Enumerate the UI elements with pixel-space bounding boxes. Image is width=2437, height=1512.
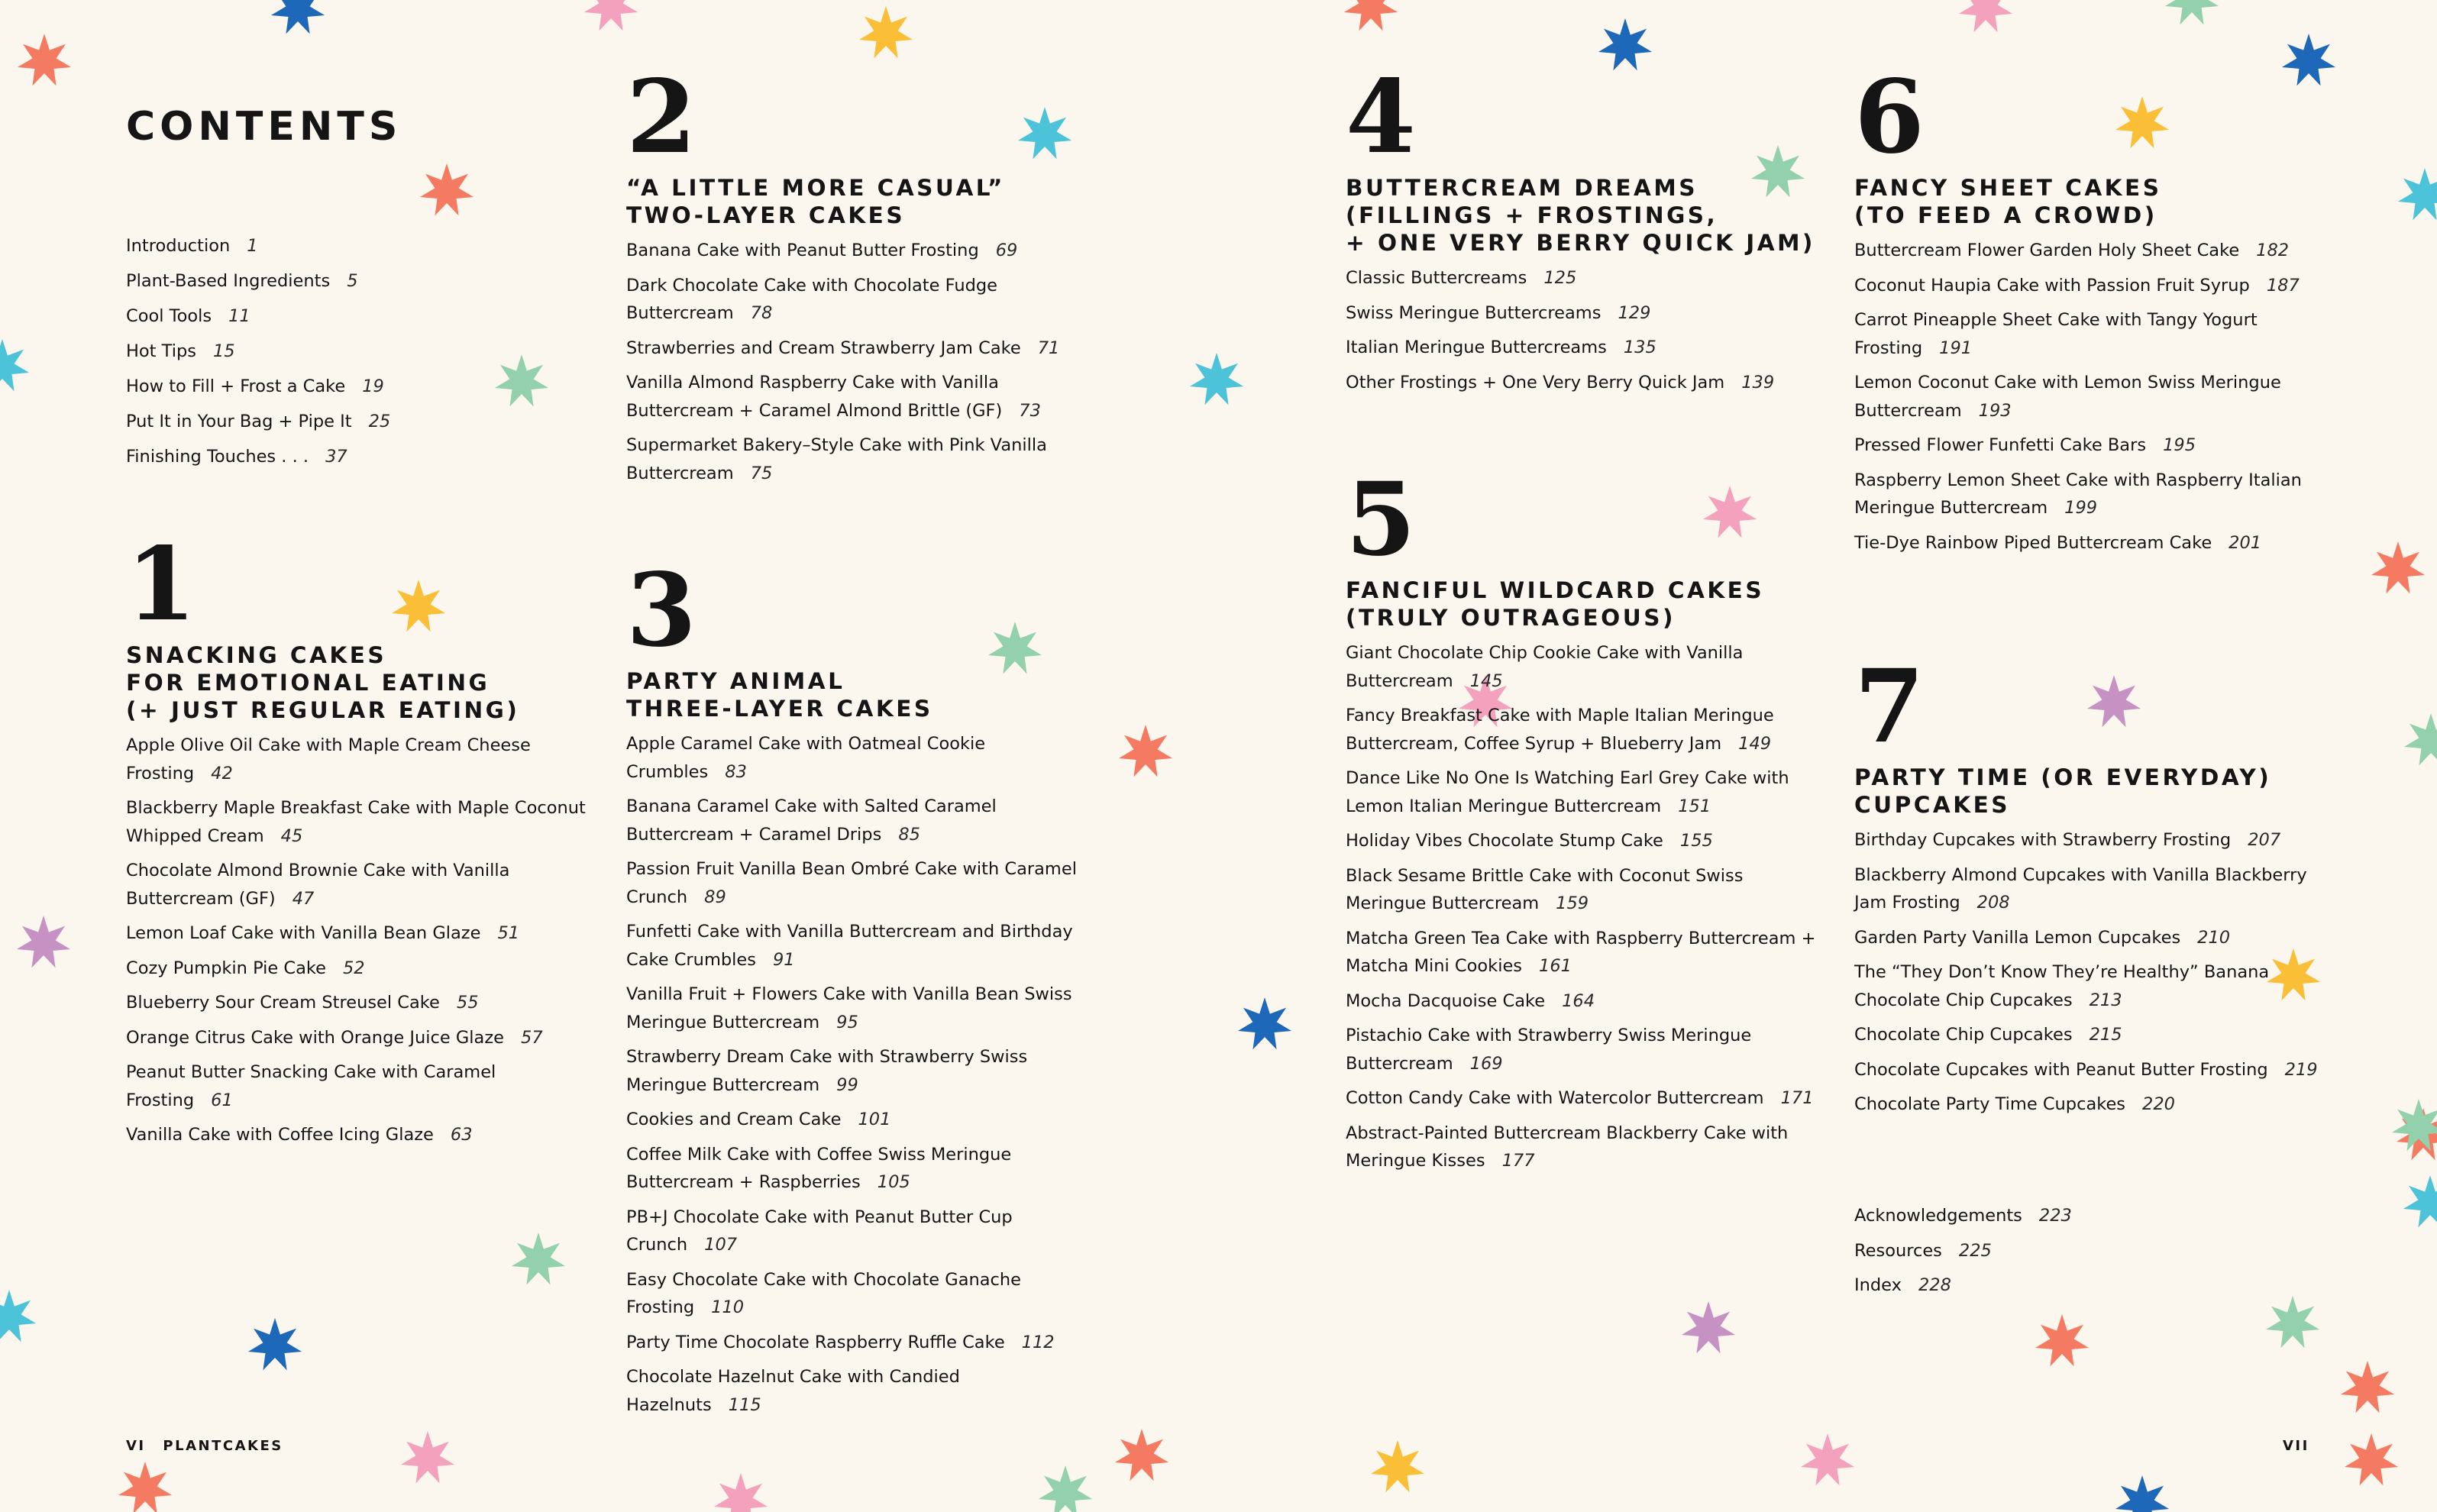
entry-page: 105	[877, 1172, 910, 1192]
toc-entry	[626, 1329, 1100, 1357]
entry-title: Italian Meringue Buttercreams	[1346, 338, 1607, 357]
star-teal	[1190, 353, 1243, 405]
entry-page: 210	[2197, 927, 2231, 948]
entry-title: Cool Tools	[126, 306, 212, 326]
entry-page: 101	[858, 1110, 891, 1129]
toc-entry	[1346, 764, 1819, 820]
entry-page: 151	[1678, 796, 1711, 816]
toc-entry	[1346, 987, 1819, 1016]
entry-page: 208	[1976, 893, 2010, 913]
star-mint	[512, 1233, 565, 1284]
entry-page: 61	[211, 1090, 233, 1110]
entry-page: 63	[450, 1125, 473, 1145]
toc-entry	[1854, 1202, 2328, 1230]
entry-title: Peanut Butter Snacking Cake with Caramel Frosting	[126, 1062, 496, 1110]
entry-title: Banana Caramel Cake with Salted Caramel Buttercream + Caramel Drips	[626, 796, 997, 845]
entry-title: Swiss Meringue Buttercreams	[1346, 302, 1602, 323]
toc-entry	[1346, 369, 1819, 397]
footer-left	[126, 1438, 283, 1454]
star-coral	[1115, 1429, 1168, 1481]
entry-page: 191	[1939, 338, 1973, 358]
chapter-6	[1854, 58, 2328, 564]
entry-page: 182	[2256, 241, 2290, 260]
entry-page: 51	[497, 923, 520, 943]
entry-title: Dark Chocolate Cake with Chocolate Fudge Buttercream	[626, 275, 997, 323]
entry-title: Index	[1854, 1275, 1902, 1295]
entry-title: Cotton Candy Cake with Watercolor Buttercream	[1346, 1088, 1764, 1108]
entry-title: Classic Buttercreams	[1346, 268, 1527, 288]
entry-title: Easy Chocolate Cake with Chocolate Ganache Frosting	[626, 1269, 1022, 1317]
toc-entry	[126, 919, 592, 948]
entry-title: Pressed Flower Funfetti Cake Bars	[1854, 435, 2147, 455]
star-pink	[584, 0, 638, 31]
entry-page: 164	[1562, 990, 1595, 1011]
toc-entry	[1854, 1021, 2328, 1049]
entry-page: 220	[2142, 1094, 2175, 1114]
toc-entry	[126, 732, 592, 787]
toc-entry	[1854, 369, 2328, 425]
entry-title: Coffee Milk Cake with Coffee Swiss Meringue Buttercream + Raspberries	[626, 1144, 1012, 1192]
star-teal	[0, 339, 29, 391]
entry-page: 207	[2248, 830, 2281, 850]
entry-page: 19	[362, 376, 384, 396]
chapter-title: “A LITTLE MORE CASUAL” TWO-LAYER CAKES	[626, 175, 1005, 228]
entry-page: 78	[750, 303, 773, 323]
entry-title: Abstract-Painted Buttercream Blackberry Cake with Meringue Kisses	[1346, 1123, 1789, 1171]
entry-page: 199	[2064, 498, 2098, 518]
entry-title: Cookies and Cream Cake	[626, 1110, 842, 1129]
entry-title: Blueberry Sour Cream Streusel Cake	[126, 993, 440, 1013]
entry-title: Apple Olive Oil Cake with Maple Cream Cheese Frosting	[126, 735, 531, 783]
toc-entry	[1854, 306, 2328, 362]
entry-page: 228	[1918, 1275, 1951, 1295]
chapter-number: 3	[626, 551, 697, 670]
entry-title: Supermarket Bakery–Style Cake with Pink Vanilla Buttercream	[626, 435, 1047, 483]
entry-page: 99	[836, 1074, 858, 1095]
entry-page: 85	[898, 824, 920, 845]
toc-entry	[126, 267, 584, 296]
entry-title: Blackberry Maple Breakfast Cake with Maple Coconut Whipped Cream	[126, 798, 586, 846]
entry-page: 112	[1021, 1332, 1055, 1352]
entry-page: 45	[280, 825, 303, 846]
chapter-title: FANCY SHEET CAKES (TO FEED A CROWD)	[1854, 175, 2162, 228]
entry-title: Chocolate Cupcakes with Peanut Butter Frosting	[1854, 1059, 2268, 1080]
entry-title: Lemon Loaf Cake with Vanilla Bean Glaze	[126, 923, 481, 943]
chapter-number: 4	[1346, 58, 1416, 176]
toc-entry	[1854, 1056, 2328, 1084]
entry-title: Chocolate Hazelnut Cake with Candied Hazelnuts	[626, 1367, 960, 1415]
chapter-title: FANCIFUL WILDCARD CAKES (TRULY OUTRAGEOUS)	[1346, 577, 1765, 631]
entry-page: 91	[772, 949, 795, 970]
star-coral	[1344, 0, 1398, 31]
toc-entry	[1854, 272, 2328, 300]
entry-title: Pistachio Cake with Strawberry Swiss Meringue Buttercream	[1346, 1026, 1752, 1074]
toc-entry	[626, 730, 1100, 786]
toc-entry	[126, 1024, 592, 1052]
star-orchid	[17, 916, 70, 968]
star-coral	[118, 1462, 172, 1512]
star-orchid	[1682, 1301, 1735, 1353]
entry-title: Raspberry Lemon Sheet Cake with Raspberry Italian Meringue Buttercream	[1854, 470, 2302, 518]
entry-title: Lemon Coconut Cake with Lemon Swiss Meringue Buttercream	[1854, 373, 2281, 421]
entry-title: Other Frostings + One Very Berry Quick Jam	[1346, 372, 1725, 393]
toc-entry	[626, 855, 1100, 911]
toc-entry	[626, 793, 1100, 848]
toc-entry	[626, 1141, 1100, 1197]
entry-page: 155	[1679, 831, 1713, 851]
entry-page: 1	[247, 236, 258, 256]
entry-page: 169	[1469, 1053, 1503, 1074]
star-coral	[1119, 725, 1172, 777]
entry-page: 95	[836, 1012, 858, 1032]
entry-title: Matcha Green Tea Cake with Raspberry Buttercream + Matcha Mini Cookies	[1346, 928, 1816, 976]
entry-title: Party Time Chocolate Raspberry Ruffle Cake	[626, 1332, 1005, 1352]
entry-page: 75	[750, 463, 773, 483]
entry-page: 177	[1501, 1151, 1535, 1171]
toc-entry	[126, 302, 584, 331]
star-yellow	[1371, 1440, 1424, 1492]
entry-page: 69	[995, 241, 1018, 260]
left-folio: VI	[126, 1438, 146, 1454]
star-teal	[2398, 168, 2437, 220]
star-mint	[1039, 1465, 1092, 1512]
entry-page: 11	[228, 306, 250, 326]
entry-page: 135	[1623, 338, 1656, 357]
entry-page: 5	[347, 271, 358, 291]
chapter-3	[626, 551, 1100, 1426]
chapter-title: PARTY ANIMAL THREE-LAYER CAKES	[626, 668, 933, 722]
toc-entry	[626, 918, 1100, 974]
toc-entry	[1346, 334, 1819, 362]
entry-page: 110	[711, 1297, 745, 1317]
entry-title: Fancy Breakfast Cake with Maple Italian Meringue Buttercream, Coffee Syrup + Blueberry Jam	[1346, 706, 1774, 754]
entry-page: 213	[2089, 990, 2122, 1010]
entry-title: Tie-Dye Rainbow Piped Buttercream Cake	[1854, 532, 2212, 553]
entry-page: 219	[2284, 1059, 2318, 1080]
page-title: CONTENTS	[126, 104, 402, 150]
chapter-number: 5	[1346, 460, 1416, 579]
toc-entry	[1346, 702, 1819, 758]
star-blue	[248, 1318, 302, 1370]
chapter-title: SNACKING CAKES FOR EMOTIONAL EATING (+ JUST REGULAR EATING)	[126, 642, 520, 723]
toc-entry	[626, 237, 1100, 265]
star-teal	[2403, 1175, 2437, 1227]
toc-entry	[1854, 237, 2328, 265]
toc-entry	[1346, 925, 1819, 981]
star-coral	[2345, 1433, 2398, 1485]
entry-page: 195	[2163, 435, 2196, 455]
toc-entry	[1346, 1084, 1819, 1113]
toc-entry	[1346, 1119, 1819, 1175]
entry-title: The “They Don’t Know They’re Healthy” Banana Chocolate Chip Cupcakes	[1854, 962, 2270, 1010]
toc-entry	[626, 1266, 1100, 1322]
star-blue	[2115, 1475, 2169, 1512]
entry-title: Chocolate Chip Cupcakes	[1854, 1025, 2073, 1045]
entry-page: 149	[1738, 733, 1772, 754]
chapter-number: 1	[126, 525, 196, 644]
entry-title: Garden Party Vanilla Lemon Cupcakes	[1854, 927, 2181, 948]
star-blue	[1238, 997, 1291, 1049]
entry-title: Strawberry Dream Cake with Strawberry Swiss Meringue Buttercream	[626, 1047, 1028, 1095]
toc-entry	[1854, 958, 2328, 1014]
entry-title: Black Sesame Brittle Cake with Coconut Swiss Meringue Buttercream	[1346, 865, 1744, 913]
column-1	[126, 104, 584, 478]
entry-page: 37	[325, 447, 347, 467]
entry-page: 25	[368, 412, 391, 431]
star-pink	[1959, 0, 2012, 32]
toc-entry	[626, 1043, 1100, 1099]
entry-page: 145	[1469, 670, 1503, 691]
toc-entry	[1854, 1090, 2328, 1119]
star-pink	[401, 1431, 454, 1483]
entry-page: 42	[211, 763, 233, 783]
entry-title: Vanilla Almond Raspberry Cake with Vanilla Buttercream + Caramel Almond Brittle (GF)	[626, 373, 1003, 421]
entry-title: Birthday Cupcakes with Strawberry Frosting	[1854, 830, 2232, 850]
chapter-title: PARTY TIME (OR EVERYDAY) CUPCAKES	[1854, 764, 2272, 818]
toc-entry	[1346, 299, 1819, 328]
entry-page: 171	[1780, 1088, 1814, 1108]
toc-entry	[126, 794, 592, 850]
toc-entry	[1346, 1022, 1819, 1077]
entry-title: Blackberry Almond Cupcakes with Vanilla Blackberry Jam Frosting	[1854, 864, 2307, 913]
entry-title: Buttercream Flower Garden Holy Sheet Cake	[1854, 241, 2240, 260]
entry-title: Cozy Pumpkin Pie Cake	[126, 958, 326, 978]
entry-title: Vanilla Cake with Coffee Icing Glaze	[126, 1125, 434, 1145]
entry-page: 159	[1556, 893, 1589, 913]
entry-title: Passion Fruit Vanilla Bean Ombré Cake with Caramel Crunch	[626, 859, 1077, 907]
star-teal	[0, 1290, 36, 1342]
chapter-title: BUTTERCREAM DREAMS (FILLINGS + FROSTINGS, + ONE VERY BERRY QUICK JAM)	[1346, 175, 1815, 256]
star-mint	[2404, 713, 2437, 765]
toc-entry	[1854, 861, 2328, 917]
entry-page: 161	[1539, 956, 1572, 976]
entry-page: 89	[704, 887, 726, 907]
entry-page: 71	[1037, 338, 1060, 358]
toc-entry	[1854, 467, 2328, 522]
chapter-4	[1346, 58, 1819, 403]
entry-page: 52	[342, 958, 365, 978]
chapter-number: 2	[626, 58, 697, 176]
entry-title: Put It in Your Bag + Pipe It	[126, 412, 352, 431]
entry-page: 107	[704, 1235, 738, 1255]
toc-entry	[1854, 924, 2328, 952]
entry-title: Resources	[1854, 1240, 1942, 1261]
toc-entry	[126, 338, 584, 366]
entry-title: Holiday Vibes Chocolate Stump Cake	[1346, 831, 1663, 851]
entry-page: 129	[1618, 302, 1651, 323]
entry-title: Giant Chocolate Chip Cookie Cake with Vanilla Buttercream	[1346, 643, 1744, 691]
entry-title: Coconut Haupia Cake with Passion Fruit Syrup	[1854, 275, 2250, 296]
toc-entry	[126, 989, 592, 1017]
star-coral	[2035, 1314, 2089, 1366]
entry-title: How to Fill + Frost a Cake	[126, 376, 346, 396]
entry-title: Chocolate Party Time Cupcakes	[1854, 1094, 2126, 1114]
toc-entry	[126, 232, 584, 260]
chapter-1	[126, 525, 592, 1156]
toc-entry	[1346, 827, 1819, 855]
toc-entry	[1346, 264, 1819, 292]
toc-entry	[626, 272, 1100, 328]
toc-entry	[1854, 826, 2328, 855]
toc-entry	[1346, 639, 1819, 695]
entry-title: Acknowledgements	[1854, 1206, 2022, 1226]
entry-title: Vanilla Fruit + Flowers Cake with Vanilla Bean Swiss Meringue Buttercream	[626, 984, 1072, 1032]
entry-page: 187	[2266, 275, 2300, 296]
toc-entry	[126, 955, 592, 983]
entry-page: 47	[292, 888, 315, 909]
toc-entry	[626, 1363, 1100, 1419]
star-yellow	[859, 6, 913, 58]
running-head: PLANTCAKES	[163, 1438, 283, 1454]
entry-page: 225	[1958, 1240, 1992, 1261]
backmatter-list	[1854, 1202, 2328, 1307]
right-folio: VII	[2283, 1438, 2309, 1454]
entry-page: 73	[1019, 400, 1041, 421]
toc-entry	[126, 1058, 592, 1114]
toc-entry	[1346, 862, 1819, 918]
star-pink	[1801, 1433, 1854, 1485]
intro-list	[126, 232, 584, 471]
toc-entry	[126, 857, 592, 913]
entry-page: 115	[728, 1394, 761, 1415]
toc-entry	[1854, 431, 2328, 460]
entry-page: 139	[1741, 372, 1775, 393]
toc-entry	[626, 1106, 1100, 1134]
entry-title: Finishing Touches . . .	[126, 447, 309, 467]
toc-entry	[1854, 1271, 2328, 1300]
toc-entry	[626, 981, 1100, 1036]
chapter-number: 7	[1854, 648, 1925, 766]
toc-entry	[1854, 1237, 2328, 1265]
chapter-number: 6	[1854, 58, 1925, 176]
entry-title: Chocolate Almond Brownie Cake with Vanilla Buttercream (GF)	[126, 861, 510, 909]
entry-page: 55	[456, 993, 479, 1013]
entry-title: Strawberries and Cream Strawberry Jam Cake	[626, 338, 1021, 358]
footer-right	[2283, 1438, 2309, 1454]
chapter-2	[626, 58, 1100, 494]
entry-page: 57	[521, 1027, 543, 1048]
toc-entry	[126, 1121, 592, 1149]
entry-page: 223	[2038, 1206, 2072, 1226]
star-pink	[714, 1473, 768, 1512]
toc-entry	[626, 334, 1100, 363]
toc-entry	[626, 369, 1100, 425]
star-mint	[2165, 0, 2219, 24]
toc-entry	[126, 443, 584, 471]
toc-entry	[626, 1203, 1100, 1259]
entry-title: Carrot Pineapple Sheet Cake with Tangy Yogurt Frosting	[1854, 310, 2258, 358]
star-coral	[18, 34, 71, 86]
entry-title: Apple Caramel Cake with Oatmeal Cookie Crumbles	[626, 734, 986, 782]
star-coral	[2371, 541, 2425, 593]
entry-title: Mocha Dacquoise Cake	[1346, 990, 1546, 1011]
entry-page: 215	[2089, 1025, 2122, 1045]
chapter-5	[1346, 460, 1819, 1182]
star-blue	[1598, 18, 1652, 70]
entry-title: Orange Citrus Cake with Orange Juice Glaze	[126, 1027, 504, 1048]
entry-title: Introduction	[126, 236, 231, 256]
entry-title: Funfetti Cake with Vanilla Buttercream and Birthday Cake Crumbles	[626, 922, 1073, 970]
toc-entry	[1854, 529, 2328, 557]
chapter-7	[1854, 648, 2328, 1126]
entry-title: Hot Tips	[126, 341, 196, 361]
toc-entry	[126, 408, 584, 436]
entry-page: 193	[1978, 400, 2012, 421]
entry-title: Plant-Based Ingredients	[126, 271, 331, 291]
entry-title: Dance Like No One Is Watching Earl Grey Cake with Lemon Italian Meringue Buttercream	[1346, 768, 1789, 816]
entry-page: 15	[212, 341, 235, 361]
entry-page: 201	[2229, 532, 2262, 553]
entry-title: PB+J Chocolate Cake with Peanut Butter Cup Crunch	[626, 1207, 1013, 1255]
entry-page: 125	[1543, 268, 1577, 288]
toc-entry	[126, 373, 584, 401]
star-blue	[271, 0, 325, 34]
entry-title: Banana Cake with Peanut Butter Frosting	[626, 241, 979, 260]
star-coral	[2341, 1361, 2394, 1413]
toc-entry	[626, 431, 1100, 487]
entry-page: 83	[725, 761, 747, 782]
